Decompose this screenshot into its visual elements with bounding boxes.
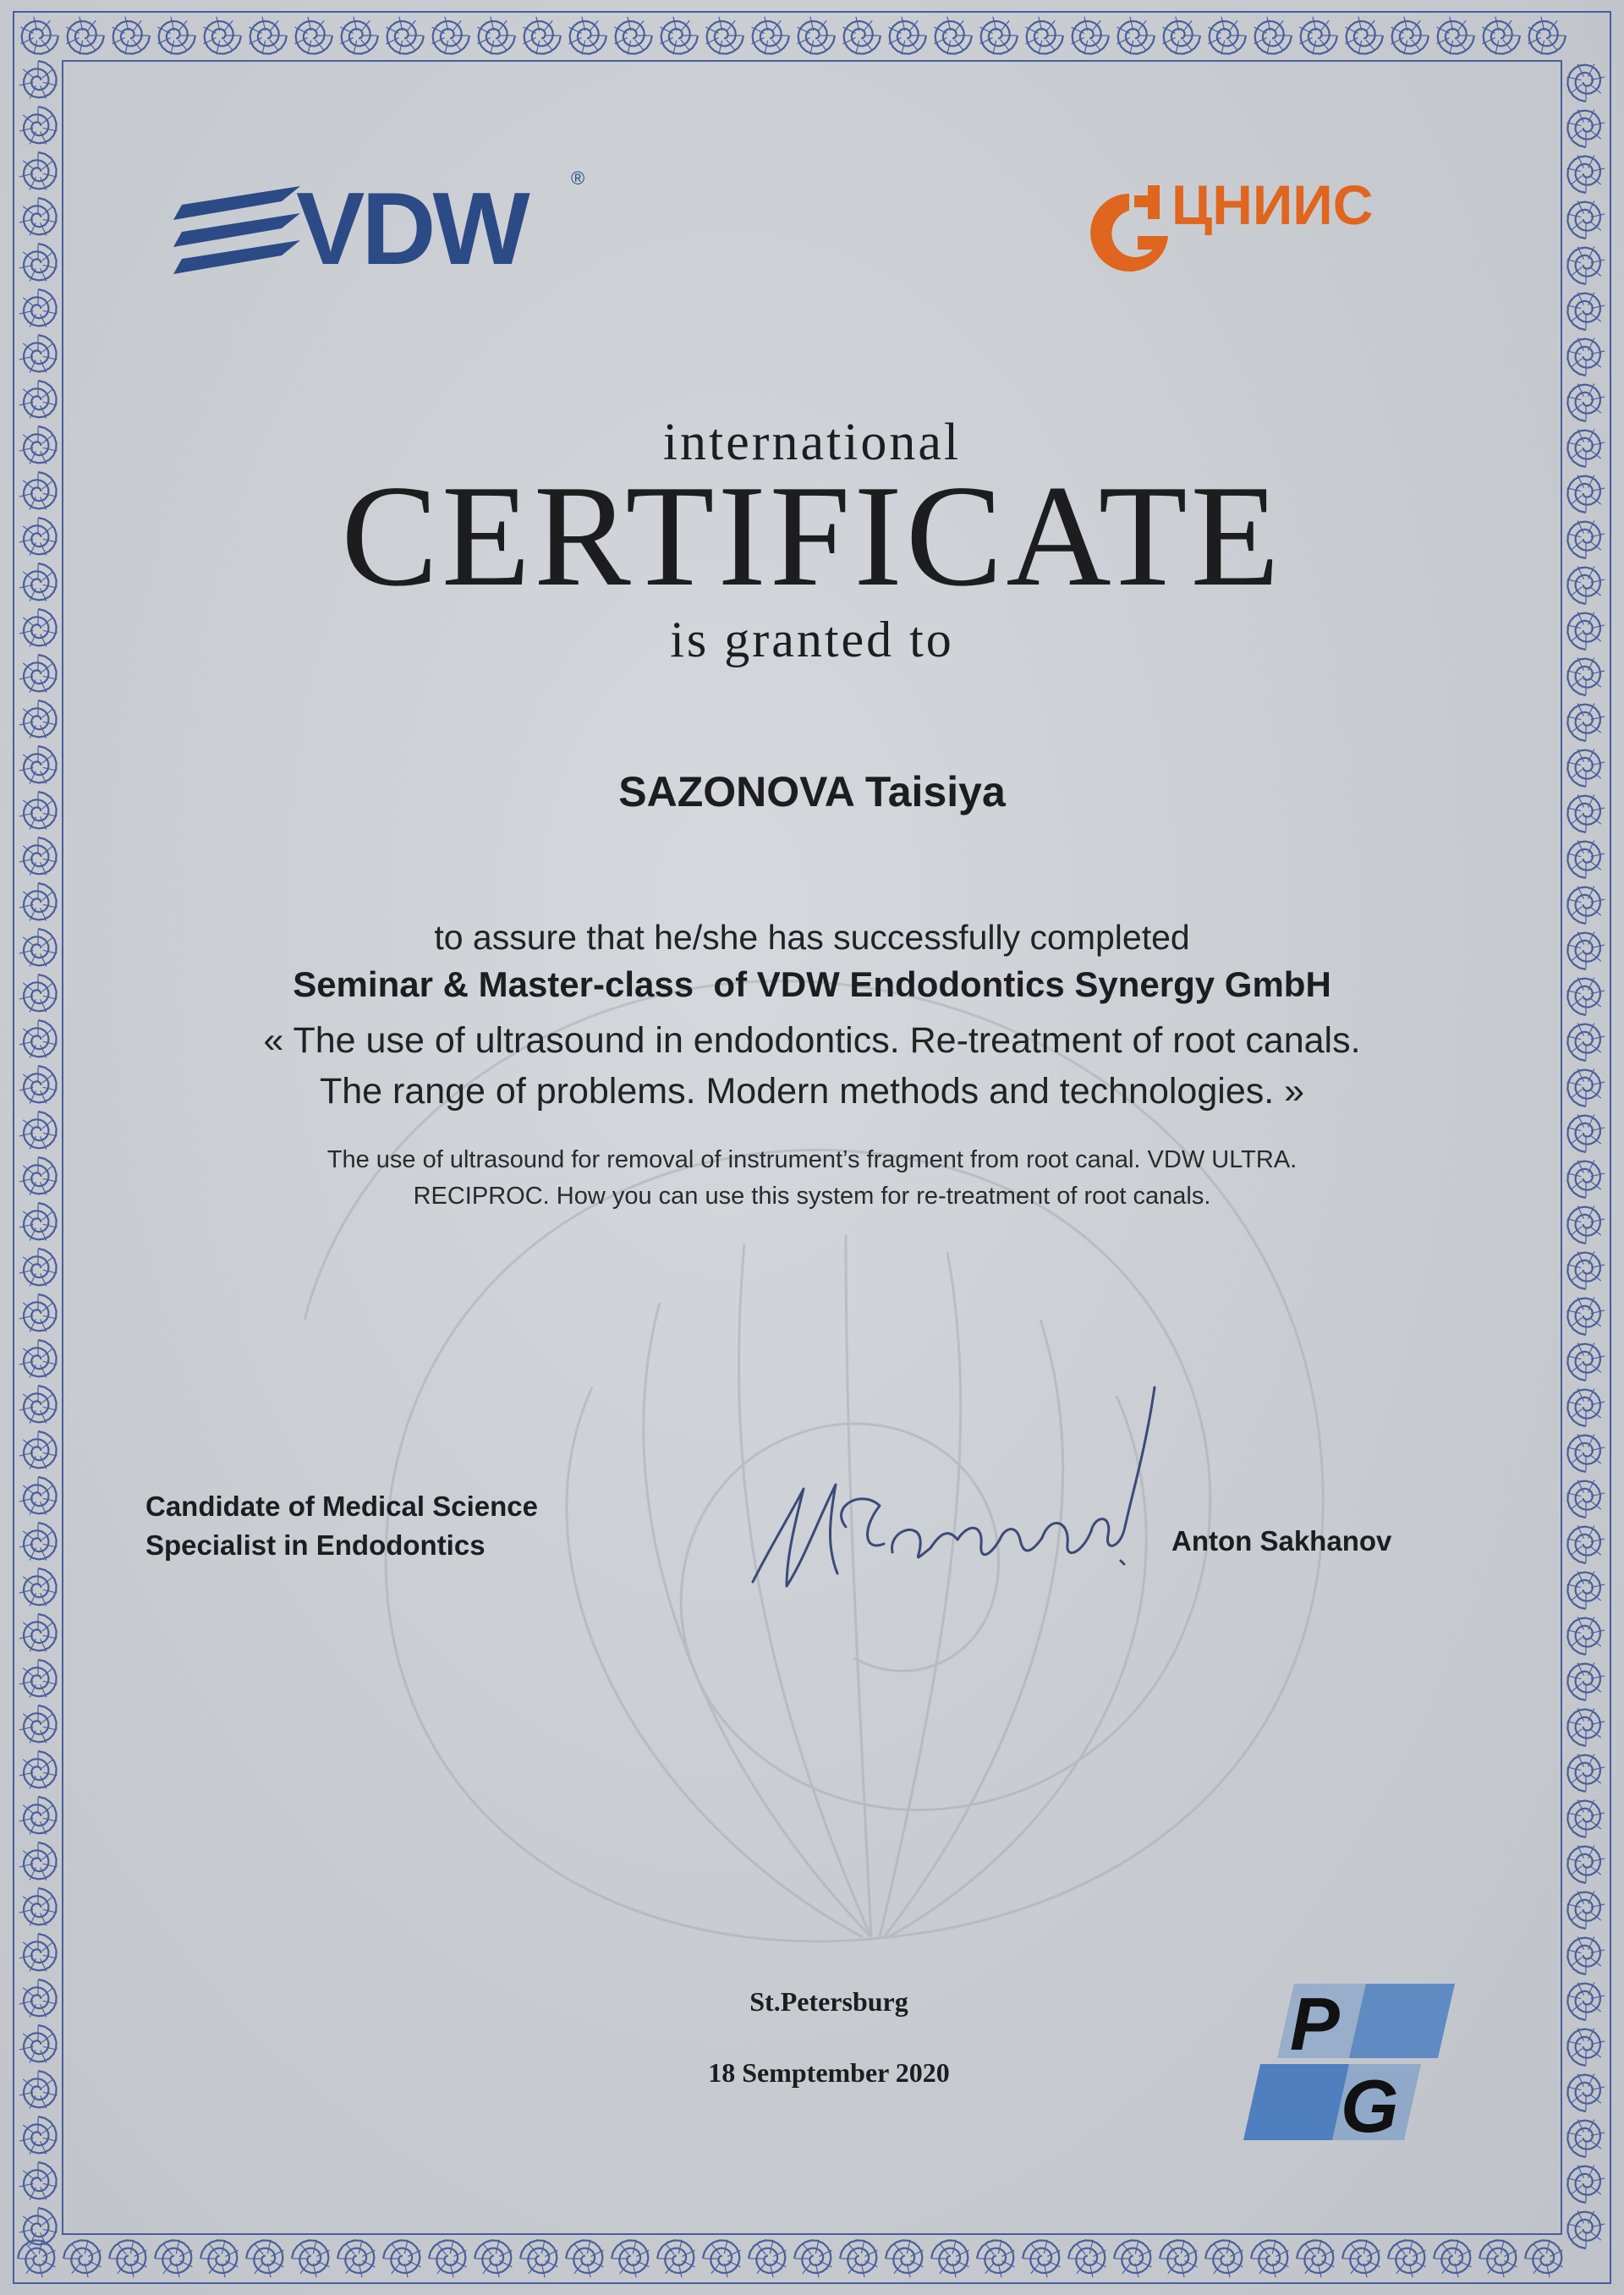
shell-ornament	[1567, 2029, 1605, 2067]
shell-ornament	[566, 2240, 604, 2277]
shell-ornament	[200, 2240, 239, 2277]
seminar-theme	[0, 1015, 1624, 1117]
cniis-logo-text: ЦНИИС	[1171, 173, 1374, 236]
shell-ornament	[615, 17, 653, 54]
shell-ornament	[158, 17, 196, 54]
shell-ornament	[19, 1614, 57, 1652]
shell-ornament	[1479, 2240, 1517, 2277]
shell-ornament	[703, 2240, 741, 2277]
shell-ornament	[1567, 1526, 1605, 1564]
shell-ornament	[1567, 2074, 1605, 2112]
shell-ornament	[19, 1294, 57, 1332]
place: St.Petersburg	[749, 1986, 908, 2017]
shell-ornament	[19, 1568, 57, 1606]
shell-ornament	[1567, 1800, 1605, 1838]
shell-ornament	[1567, 1709, 1605, 1747]
shell-ornament	[19, 1842, 57, 1880]
recipient-name: SAZONOVA Taisiya	[618, 768, 1006, 815]
shell-ornament	[19, 2117, 57, 2155]
shell-ornament	[1567, 64, 1605, 102]
shell-ornament	[19, 1249, 57, 1287]
shell-ornament	[19, 1431, 57, 1469]
shell-ornament	[19, 1797, 57, 1835]
seminar-title: Seminar & Master-class of VDW Endodontics Synergy GmbH	[293, 964, 1331, 1004]
shell-ornament	[292, 2240, 330, 2277]
seminar-details	[0, 1142, 1624, 1215]
theme-line-2: The range of problems. Modern methods and technologies. »	[319, 1071, 1305, 1112]
shell-ornament	[1567, 110, 1605, 148]
shell-ornament	[1567, 1617, 1605, 1655]
shell-ornament	[19, 1523, 57, 1561]
svg-text:P: P	[1290, 1984, 1340, 2066]
shell-ornament	[1297, 2240, 1335, 2277]
shell-ornament	[19, 2025, 57, 2063]
shell-ornament	[19, 244, 57, 282]
shell-ornament	[383, 2240, 421, 2277]
shell-ornament	[1567, 1846, 1605, 1884]
shell-ornament	[520, 2240, 558, 2277]
shell-ornament	[752, 17, 790, 54]
shell-ornament	[19, 61, 57, 99]
shell-ornament	[19, 1705, 57, 1743]
shell-ornament	[794, 2240, 832, 2277]
shell-ornament	[1567, 1754, 1605, 1793]
shell-ornament	[1160, 2240, 1198, 2277]
shell-ornament	[19, 1751, 57, 1789]
shell-ornament	[1567, 1298, 1605, 1336]
shell-ornament	[295, 17, 333, 54]
shell-ornament	[1254, 17, 1292, 54]
shell-ornament	[250, 17, 288, 54]
shell-ornament	[524, 17, 562, 54]
cniis-logo	[1078, 165, 1451, 283]
shell-ornament	[432, 17, 470, 54]
shell-ornament	[840, 2240, 878, 2277]
shell-ornament	[843, 17, 881, 54]
shell-ornament	[1567, 1663, 1605, 1701]
shell-ornament	[1205, 2240, 1243, 2277]
shell-ornament	[1567, 1480, 1605, 1518]
detail-line-2: RECIPROC. How you can use this system for re-treatment of root canals.	[413, 1183, 1211, 1210]
shell-ornament	[1567, 2211, 1605, 2249]
shell-ornament	[246, 2240, 284, 2277]
shell-ornament	[1026, 17, 1064, 54]
shell-ornament	[977, 2240, 1015, 2277]
certificate-title: CERTIFICATE	[341, 456, 1283, 617]
shell-ornament	[661, 17, 699, 54]
shell-ornament	[67, 17, 105, 54]
shell-ornament	[155, 2240, 193, 2277]
shell-ornament	[19, 2208, 57, 2246]
shell-ornament	[387, 17, 425, 54]
shell-ornament	[569, 17, 607, 54]
shell-ornament	[1567, 841, 1605, 879]
shell-ornament	[1209, 17, 1247, 54]
shell-ornament	[19, 2071, 57, 2109]
shell-ornament	[1483, 17, 1521, 54]
shell-ornament	[749, 2240, 787, 2277]
shell-ornament	[19, 107, 57, 145]
shell-ornament	[1567, 704, 1605, 742]
shell-ornament	[19, 883, 57, 921]
shell-ornament	[109, 2240, 147, 2277]
shell-ornament	[1437, 17, 1475, 54]
shell-ornament	[1525, 2240, 1563, 2277]
shell-ornament	[889, 17, 927, 54]
certificate-granted-to: is granted to	[670, 612, 954, 667]
shell-ornament	[429, 2240, 467, 2277]
pg-logo	[1243, 1984, 1455, 2140]
vdw-logo-text: VDW	[296, 171, 527, 279]
shell-ornament	[1567, 247, 1605, 285]
signature	[736, 1379, 1176, 1607]
shell-ornament	[1388, 2240, 1426, 2277]
shell-ornament	[19, 289, 57, 327]
shell-ornament	[1567, 1252, 1605, 1290]
shell-ornament	[1251, 2240, 1289, 2277]
shell-ornament	[19, 1934, 57, 1972]
shell-ornament	[1117, 17, 1155, 54]
certificate-pretitle: international	[662, 414, 962, 471]
signatory-degree: Candidate of Medical Science	[145, 1491, 538, 1522]
shell-ornament	[1567, 1343, 1605, 1381]
shell-ornament	[1567, 1937, 1605, 1975]
shell-ornament	[1567, 1435, 1605, 1473]
shell-ornament	[798, 17, 836, 54]
shell-ornament	[19, 1340, 57, 1378]
shell-ornament	[1567, 1572, 1605, 1610]
signatory-specialty: Specialist in Endodontics	[145, 1529, 486, 1561]
shell-ornament	[63, 2240, 102, 2277]
shell-ornament	[1163, 17, 1201, 54]
shell-ornament	[21, 17, 59, 54]
registered-mark: ®	[571, 167, 585, 189]
shell-ornament	[980, 17, 1018, 54]
shell-ornament	[19, 335, 57, 373]
shell-ornament	[935, 17, 973, 54]
svg-text:G: G	[1341, 2064, 1399, 2140]
shell-ornament	[1072, 17, 1110, 54]
shell-ornament	[19, 700, 57, 738]
shell-ornament	[341, 17, 379, 54]
shell-ornament	[19, 1477, 57, 1515]
shell-ornament	[19, 1386, 57, 1424]
shell-ornament	[886, 2240, 924, 2277]
shell-ornament	[18, 2240, 56, 2277]
shell-ornament	[1567, 156, 1605, 194]
shell-ornament	[657, 2240, 695, 2277]
signatory-name: Anton Sakhanov	[1171, 1525, 1392, 1557]
shell-ornament	[1567, 201, 1605, 239]
shell-ornament	[478, 17, 516, 54]
shell-ornament	[1300, 17, 1338, 54]
shell-ornament	[19, 837, 57, 876]
shell-ornament	[1567, 338, 1605, 376]
shell-ornament	[475, 2240, 513, 2277]
shell-ornament	[1567, 1983, 1605, 2021]
shell-ornament	[112, 17, 151, 54]
shell-ornament	[1068, 2240, 1106, 2277]
shell-ornament	[1567, 1891, 1605, 1930]
shell-ornament	[1023, 2240, 1061, 2277]
shell-ornament	[1342, 2240, 1380, 2277]
shell-ornament	[19, 152, 57, 190]
shell-ornament	[19, 198, 57, 236]
shell-ornament	[1114, 2240, 1152, 2277]
shell-ornament	[204, 17, 242, 54]
shell-ornament	[612, 2240, 650, 2277]
shell-ornament	[19, 2162, 57, 2200]
shell-ornament	[19, 1888, 57, 1926]
date: 18 Semptember 2020	[708, 2057, 950, 2088]
vdw-logo	[173, 161, 596, 279]
signatory-qualifications	[145, 1487, 538, 1565]
shell-ornament	[19, 1660, 57, 1698]
theme-line-1: « The use of ultrasound in endodontics. Re-treatment of root canals.	[263, 1020, 1361, 1061]
shell-ornament	[706, 17, 744, 54]
shell-ornament	[19, 1979, 57, 2018]
shell-ornament	[1567, 2166, 1605, 2204]
shell-ornament	[1434, 2240, 1472, 2277]
shell-ornament	[1567, 293, 1605, 331]
shell-ornament	[1391, 17, 1429, 54]
shell-ornament	[1567, 2120, 1605, 2158]
shell-ornament	[931, 2240, 969, 2277]
shell-ornament	[1567, 1389, 1605, 1427]
detail-line-1: The use of ultrasound for removal of instrument’s fragment from root canal. VDW ULTRA.	[326, 1146, 1298, 1173]
shell-ornament	[337, 2240, 376, 2277]
assure-text: to assure that he/she has successfully completed	[434, 918, 1190, 957]
shell-ornament	[1528, 17, 1566, 54]
shell-ornament	[1346, 17, 1384, 54]
